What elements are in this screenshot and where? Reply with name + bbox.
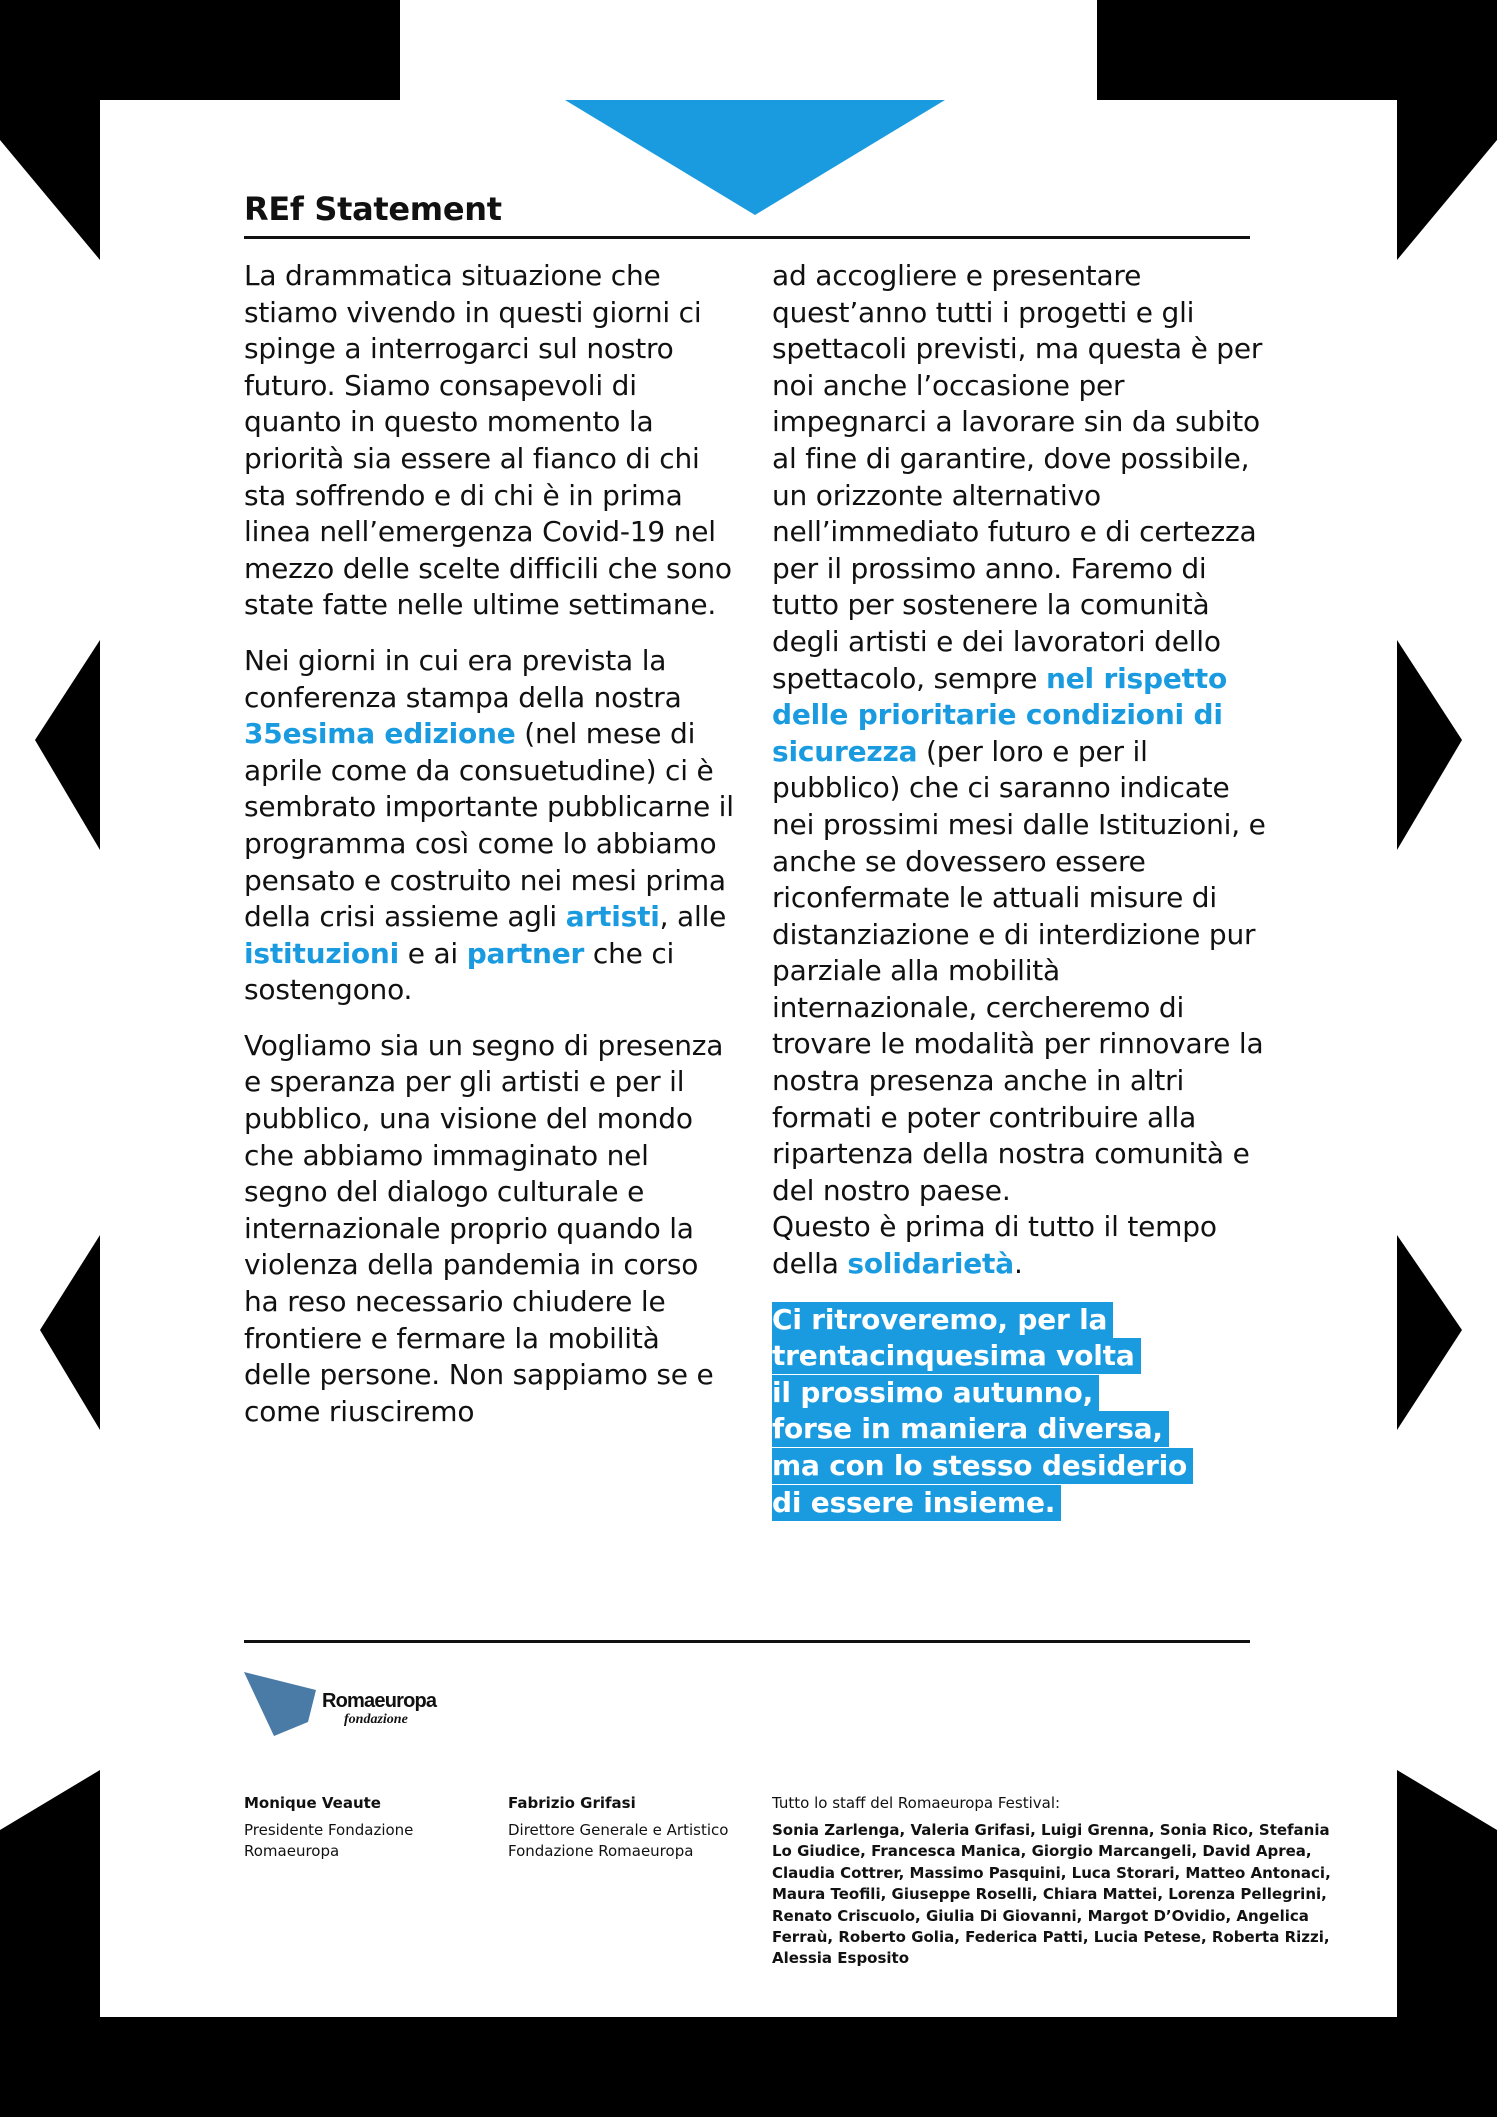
signature-role: Direttore Generale e Artistico Fondazione Romaeuropa: [508, 1821, 729, 1860]
staff-names: Sonia Zarlenga, Valeria Grifasi, Luigi Grenna, Sonia Rico, Stefania Lo Giudice, Francesca Manica, Giorgio Marcangeli, David Aprea, Claudia Cottrer, Massimo Pasquini, Luca Storari, Matteo Antonaci, Maura Teofili, Giuseppe Roselli, Chiara Mattei, Lorenza Pellegrini, Renato Criscuolo, Giulia Di Giovanni, Margot D’Ovidio, Angelica Ferraù, Roberto Golia, Federica Patti, Lucia Petese, Roberta Rizzi, Alessia Esposito: [772, 1821, 1331, 1968]
quote-line: il prossimo autunno,: [772, 1375, 1099, 1411]
signature-director: [508, 1793, 738, 1862]
logo-name: Romaeuropa: [322, 1690, 437, 1712]
footer-divider: [244, 1640, 1250, 1643]
highlight-istituzioni: istituzioni: [244, 936, 400, 970]
quote-line: di essere insieme.: [772, 1485, 1061, 1521]
text-run: .: [1013, 1247, 1023, 1281]
signature-president: [244, 1793, 464, 1862]
signature-role: Presidente Fondazione Romaeuropa: [244, 1821, 414, 1860]
quote-line: trentacinquesima volta: [772, 1338, 1141, 1374]
closing-quote: [772, 1302, 1272, 1522]
signature-name: Fabrizio Grifasi: [508, 1794, 636, 1812]
quote-line: ma con lo stesso desiderio: [772, 1448, 1193, 1484]
logo-subtitle: fondazione: [344, 1712, 408, 1727]
text-run: (nel mese di aprile come da consuetudine) ci è sembrato importante pubblicarne il programma così come lo abbiamo pensato e costruito nei mesi prima della crisi assieme agli: [244, 717, 734, 934]
text-run: Questo è prima di tutto il tempo della: [772, 1210, 1217, 1281]
text-run: e ai: [399, 936, 467, 970]
highlight-partner: partner: [466, 936, 585, 970]
paragraph: La drammatica situazione che stiamo vivendo in questi giorni ci spinge a interrogarci sul nostro futuro. Siamo consapevoli di quanto in questo momento la priorità sia essere al fianco di chi sta soffrendo e di chi è in prima linea nell’emergenza Covid-19 nel mezzo delle scelte difficili che sono state fatte nelle ultime settimane.: [244, 259, 732, 622]
text-run: Nei giorni in cui era prevista la conferenza stampa della nostra: [244, 643, 682, 714]
text-column-right: [772, 258, 1272, 1521]
text-run: (per loro e per il pubblico) che ci saranno indicate nei prossimi mesi dalle Istituzioni, e anche se dovessero essere riconfermate le attuali misure di distanziazione e di interdizione pur parziale alla mobilità internazionale, cercheremo di trovare le modalità per rinnovare la nostra presenza anche in altri formati e poter contribuire alla ripartenza della nostra comunità e del nostro paese.: [772, 734, 1266, 1207]
staff-credits: [772, 1793, 1332, 1970]
page-title: REf Statement: [244, 190, 502, 228]
highlight-solidarieta: solidarietà: [847, 1247, 1014, 1281]
text-run: , alle: [659, 900, 727, 934]
staff-intro: Tutto lo staff del Romaeuropa Festival:: [772, 1794, 1061, 1812]
quote-line: Ci ritroveremo, per la: [772, 1302, 1113, 1338]
paragraph: [772, 258, 1272, 1283]
quote-line: forse in maniera diversa,: [772, 1411, 1169, 1447]
text-run: ad accogliere e presentare quest’anno tutti i progetti e gli spettacoli previsti, ma questa è per noi anche l’occasione per impegnarci a lavorare sin da subito al fine di garantire, dove possibile, un orizzonte alternativo nell’immediato futuro e di certezza per il prossimo anno. Faremo di tutto per sostenere la comunità degli artisti e dei lavoratori dello spettacolo, sempre: [772, 259, 1263, 695]
title-divider: [244, 236, 1250, 239]
highlight-35esima-edizione: 35esima edizione: [244, 717, 516, 751]
highlight-sicurezza: nel rispetto delle prioritarie condizioni di sicurezza: [772, 661, 1228, 768]
highlight-artisti: artisti: [565, 900, 660, 934]
signature-name: Monique Veaute: [244, 1794, 381, 1812]
romaeuropa-logo: [244, 1670, 484, 1740]
text-run: che ci sostengono.: [244, 936, 675, 1007]
logo-mark-icon: [244, 1670, 316, 1740]
paragraph: [244, 643, 734, 1009]
paragraph: Vogliamo sia un segno di presenza e speranza per gli artisti e per il pubblico, una visione del mondo che abbiamo immaginato nel segno del dialogo culturale e internazionale proprio quando la violenza della pandemia in corso ha reso necessario chiudere le frontiere e fermare la mobilità delle persone. Non sappiamo se e come riusciremo: [244, 1028, 724, 1428]
text-column-left: [244, 258, 734, 1449]
